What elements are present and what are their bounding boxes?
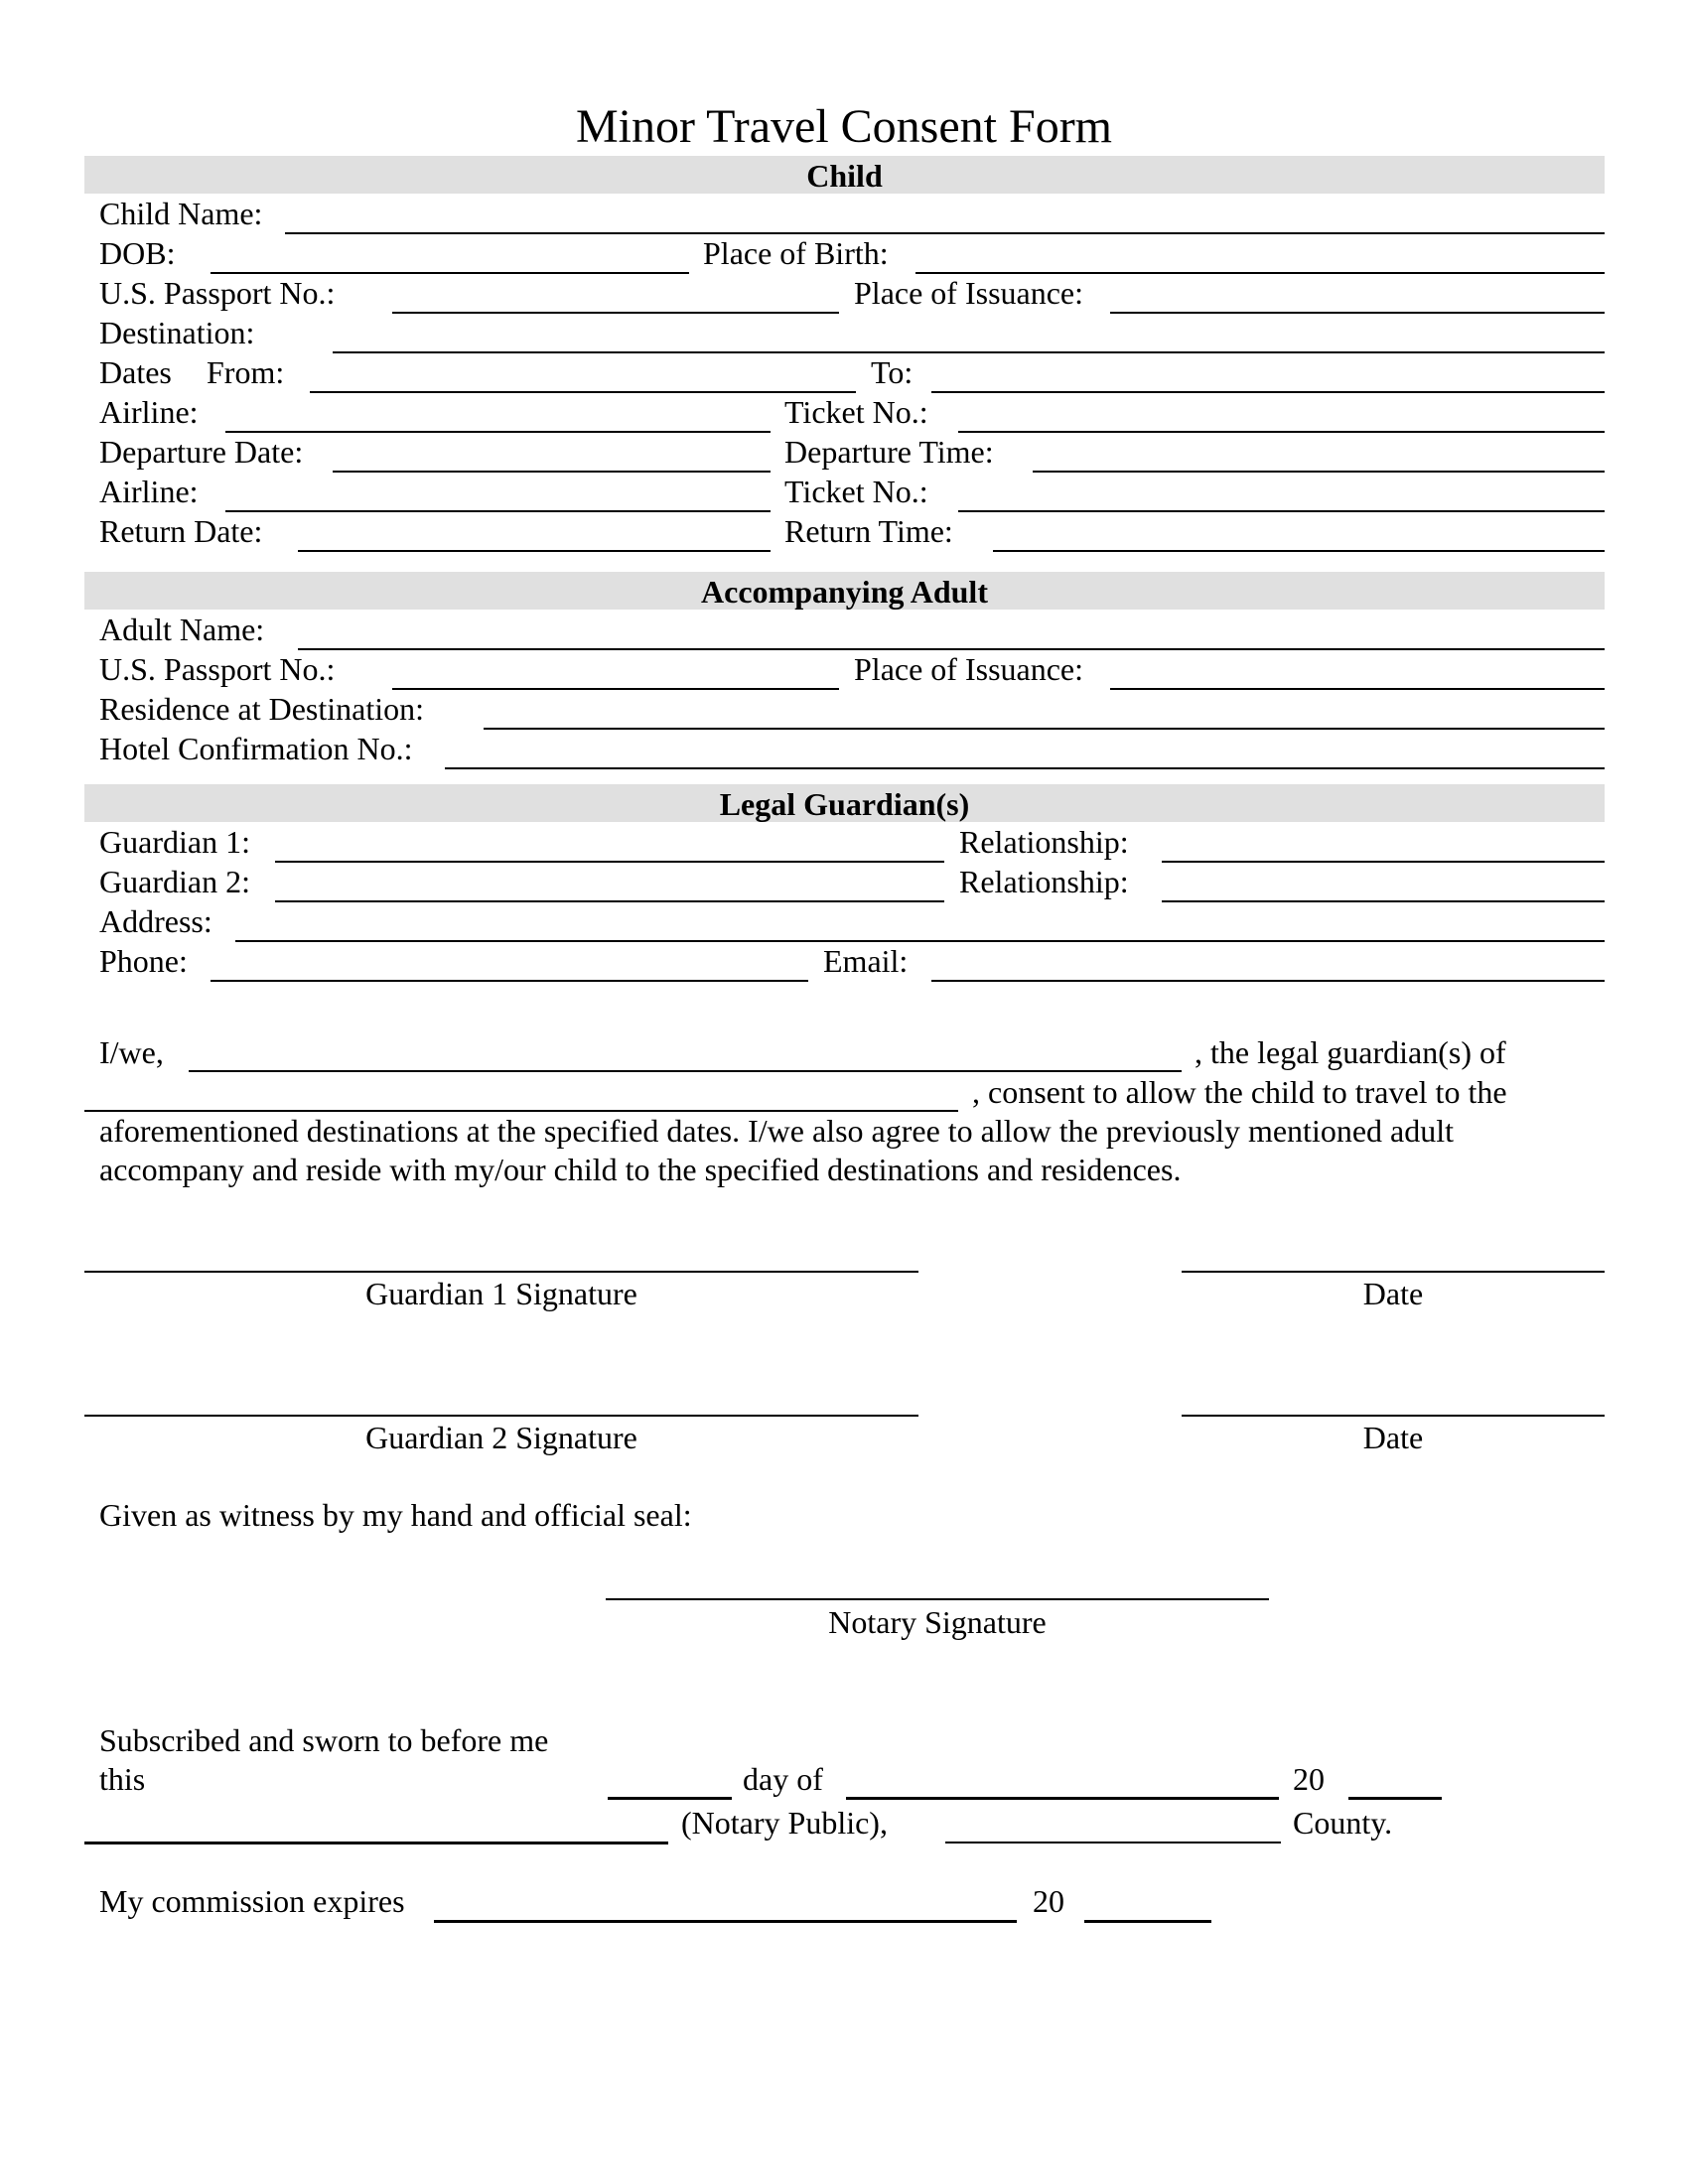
subscribed-text: Subscribed and sworn to before me	[99, 1722, 549, 1758]
adult-place-of-issuance-label: Place of Issuance:	[854, 651, 1084, 687]
notary-signature-label: Notary Signature	[828, 1604, 1047, 1640]
airline-1-field[interactable]	[225, 431, 771, 433]
ticket-1-label: Ticket No.:	[784, 394, 928, 430]
notary-public-name-field[interactable]	[84, 1842, 668, 1844]
adult-place-of-issuance-field[interactable]	[1110, 688, 1605, 690]
child-passport-field[interactable]	[392, 312, 839, 314]
consent-allow-text: , consent to allow the child to travel to the	[972, 1074, 1507, 1110]
consent-line-3: aforementioned destinations at the specified dates. I/we also agree to allow the previously mentioned adult	[99, 1113, 1455, 1149]
relationship-1-field[interactable]	[1162, 861, 1605, 863]
airline-2-field[interactable]	[225, 510, 771, 512]
guardian-2-label: Guardian 2:	[99, 864, 250, 899]
commission-text: My commission expires	[99, 1883, 405, 1919]
departure-time-field[interactable]	[1033, 471, 1605, 473]
guardian-1-label: Guardian 1:	[99, 824, 250, 860]
from-date-field[interactable]	[310, 391, 856, 393]
address-label: Address:	[99, 903, 212, 939]
departure-date-field[interactable]	[333, 471, 771, 473]
to-label: To:	[871, 354, 914, 390]
guardians-section-title: Legal Guardian(s)	[719, 786, 970, 822]
child-name-label: Child Name:	[99, 196, 263, 231]
notary-signature-line[interactable]	[606, 1598, 1269, 1600]
email-label: Email:	[823, 943, 909, 979]
residence-label: Residence at Destination:	[99, 691, 425, 727]
witness-text: Given as witness by my hand and official seal:	[99, 1497, 692, 1533]
guardian-2-signature-line[interactable]	[84, 1415, 918, 1417]
date-1-label: Date	[1362, 1276, 1424, 1311]
this-text: this	[99, 1761, 146, 1797]
adult-name-label: Adult Name:	[99, 612, 265, 647]
relationship-2-field[interactable]	[1162, 900, 1605, 902]
guardian-1-signature-line[interactable]	[84, 1271, 918, 1273]
airline-1-label: Airline:	[99, 394, 199, 430]
child-place-of-issuance-label: Place of Issuance:	[854, 275, 1084, 311]
guardian-2-field[interactable]	[275, 900, 944, 902]
ticket-2-label: Ticket No.:	[784, 474, 928, 509]
adult-section-title: Accompanying Adult	[701, 574, 988, 610]
hotel-label: Hotel Confirmation No.:	[99, 731, 413, 766]
return-date-field[interactable]	[298, 550, 771, 552]
page-title: Minor Travel Consent Form	[575, 100, 1113, 153]
guardians-section-header	[84, 784, 1605, 822]
ticket-2-field[interactable]	[958, 510, 1605, 512]
year-prefix-text: 20	[1293, 1761, 1325, 1797]
county-text: County.	[1293, 1805, 1393, 1841]
county-field[interactable]	[945, 1842, 1281, 1843]
place-of-birth-label: Place of Birth:	[703, 235, 889, 271]
commission-year-field[interactable]	[1084, 1920, 1211, 1923]
relationship-2-label: Relationship:	[959, 864, 1129, 899]
phone-label: Phone:	[99, 943, 188, 979]
residence-field[interactable]	[484, 728, 1605, 730]
notary-public-text: (Notary Public),	[681, 1805, 888, 1841]
adult-section-header	[84, 572, 1605, 610]
guardian-1-field[interactable]	[275, 861, 944, 863]
address-field[interactable]	[235, 940, 1605, 942]
ticket-1-field[interactable]	[958, 431, 1605, 433]
dates-label: Dates	[99, 354, 172, 390]
destination-field[interactable]	[333, 351, 1605, 353]
legal-guardians-of-text: , the legal guardian(s) of	[1195, 1034, 1506, 1070]
child-section-title: Child	[806, 158, 883, 194]
commission-date-field[interactable]	[434, 1920, 1017, 1923]
adult-passport-label: U.S. Passport No.:	[99, 651, 336, 687]
return-date-label: Return Date:	[99, 513, 263, 549]
hotel-field[interactable]	[445, 767, 1605, 769]
dob-label: DOB:	[99, 235, 176, 271]
to-date-field[interactable]	[931, 391, 1605, 393]
departure-time-label: Departure Time:	[784, 434, 994, 470]
commission-year-prefix: 20	[1033, 1883, 1064, 1919]
date-2-line[interactable]	[1182, 1415, 1605, 1417]
child-name-field[interactable]	[285, 232, 1605, 234]
year-field[interactable]	[1348, 1797, 1442, 1800]
from-label: From:	[207, 354, 285, 390]
child-section-header	[84, 156, 1605, 194]
airline-2-label: Airline:	[99, 474, 199, 509]
child-passport-label: U.S. Passport No.:	[99, 275, 336, 311]
destination-label: Destination:	[99, 315, 255, 350]
guardian-1-signature-label: Guardian 1 Signature	[365, 1276, 637, 1311]
day-field[interactable]	[608, 1797, 732, 1800]
date-2-label: Date	[1362, 1420, 1424, 1455]
email-field[interactable]	[931, 980, 1605, 982]
day-of-text: day of	[743, 1761, 823, 1797]
month-field[interactable]	[846, 1797, 1279, 1800]
phone-field[interactable]	[211, 980, 808, 982]
date-1-line[interactable]	[1182, 1271, 1605, 1273]
guardian-2-signature-label: Guardian 2 Signature	[365, 1420, 637, 1455]
return-time-field[interactable]	[993, 550, 1605, 552]
consent-line-4: accompany and reside with my/our child to the specified destinations and residences.	[99, 1152, 1182, 1187]
relationship-1-label: Relationship:	[959, 824, 1129, 860]
child-place-of-issuance-field[interactable]	[1110, 312, 1605, 314]
departure-date-label: Departure Date:	[99, 434, 304, 470]
iwe-text: I/we,	[99, 1034, 164, 1070]
adult-passport-field[interactable]	[392, 688, 839, 690]
return-time-label: Return Time:	[784, 513, 953, 549]
